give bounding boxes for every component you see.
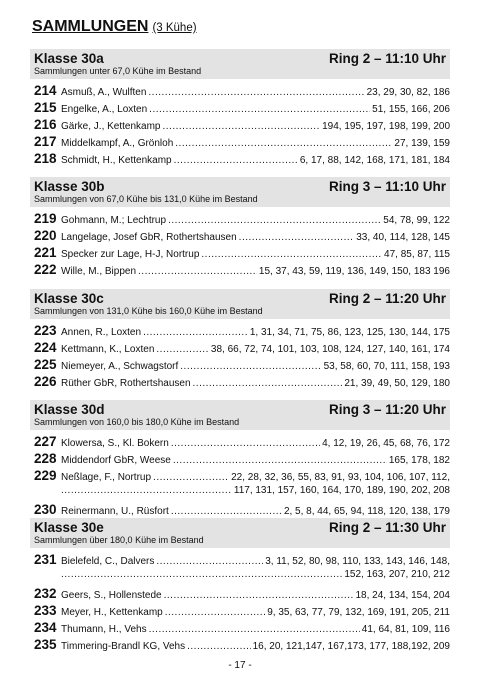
entry-row [34,603,450,620]
animal-numbers: 9, 35, 63, 77, 79, 132, 169, 191, 205, 211 [267,607,450,618]
animal-numbers: 3, 11, 52, 80, 98, 110, 133, 143, 146, 148, [265,556,450,567]
leader-dots [156,344,209,355]
entry-number: 214 [34,83,57,98]
entry-row [34,211,450,228]
leader-dots [171,438,320,449]
entry-list [30,552,450,654]
entry-row [34,552,450,569]
entry-row [34,374,450,391]
klasse-header [30,400,450,430]
klasse-header [30,518,450,548]
entry-number: 233 [34,603,57,618]
entry-list [30,83,450,168]
entry-number: 217 [34,134,57,149]
animal-numbers: 38, 66, 72, 74, 101, 103, 108, 124, 127, 140, 161, 174 [210,344,450,355]
entry-number: 220 [34,228,57,243]
ring-time: Ring 3 – 11:10 Uhr [328,179,446,194]
entry-continuation [34,569,450,586]
ring-time: Ring 2 – 11:30 Uhr [328,520,446,535]
leader-dots [165,607,266,618]
exhibitor-name: Asmuß, A., Wulften [61,87,147,98]
exhibitor-name: Middelkampf, A., Grönloh [61,138,174,149]
entry-list [30,211,450,279]
leader-dots [168,215,381,226]
page-subtitle: (3 Kühe) [152,22,197,34]
animal-numbers: 54, 78, 99, 122 [383,215,450,226]
exhibitor-name: Schmidt, H., Kettenkamp [61,155,172,166]
entry-number: 221 [34,245,57,260]
animal-numbers: 1, 31, 34, 71, 75, 86, 123, 125, 130, 144, 175 [249,327,450,338]
page-number: - 17 - [228,660,252,671]
exhibitor-name: Neßlage, F., Nortrup [61,472,152,483]
entry-number: 223 [34,323,57,338]
exhibitor-name: Meyer, H., Kettenkamp [61,607,163,618]
ring-time: Ring 2 – 11:10 Uhr [328,51,446,66]
animal-numbers: 53, 58, 60, 70, 111, 158, 193 [323,361,450,372]
animal-numbers-continued: 117, 131, 157, 160, 164, 170, 189, 190, 202, 208 [233,485,450,496]
animal-numbers: 23, 29, 30, 82, 186 [366,87,450,98]
leader-dots [171,506,282,517]
animal-numbers: 51, 155, 166, 206 [372,104,450,115]
entry-row [34,637,450,654]
page-title [32,18,197,36]
klasse-section [30,49,450,168]
klasse-header [30,289,450,319]
animal-numbers: 18, 24, 134, 154, 204 [355,590,450,601]
klasse-name: Klasse 30a [34,51,104,66]
entry-row [34,100,450,117]
leader-dots [173,455,387,466]
klasse-section [30,400,450,519]
ring-time: Ring 2 – 11:20 Uhr [328,291,446,306]
animal-numbers: 194, 195, 197, 198, 199, 200 [322,121,450,132]
entry-row [34,434,450,451]
klasse-section [30,518,450,654]
leader-dots [61,485,232,496]
exhibitor-name: Bielefeld, C., Dalvers [61,556,155,567]
entry-row [34,586,450,603]
klasse-description: Sammlungen von 160,0 bis 180,0 Kühe im Bestand [34,417,240,427]
entry-number: 226 [34,374,57,389]
entry-number: 218 [34,151,57,166]
entry-number: 222 [34,262,57,277]
leader-dots [156,556,263,567]
entry-row [34,134,450,151]
ring-time: Ring 3 – 11:20 Uhr [328,402,446,417]
exhibitor-name: Middendorf GbR, Weese [61,455,171,466]
klasse-section [30,177,450,279]
leader-dots [148,87,364,98]
exhibitor-name: Annen, R., Loxten [61,327,142,338]
leader-dots [61,569,342,580]
animal-numbers-continued: 152, 163, 207, 210, 212 [344,569,450,580]
leader-dots [149,104,370,115]
entry-row [34,340,450,357]
entry-row [34,83,450,100]
leader-dots [153,472,229,483]
klasse-name: Klasse 30e [34,520,104,535]
leader-dots [138,266,257,277]
exhibitor-name: Niemeyer, A., Schwagstorf [61,361,179,372]
animal-numbers: 41, 64, 81, 109, 116 [361,624,450,635]
entry-row [34,502,450,519]
entry-number: 216 [34,117,57,132]
leader-dots [163,121,321,132]
entry-row [34,228,450,245]
leader-dots [180,361,321,372]
animal-numbers: 47, 85, 87, 115 [384,249,450,260]
animal-numbers: 27, 139, 159 [394,138,450,149]
exhibitor-name: Kettmann, K., Loxten [61,344,155,355]
entry-number: 229 [34,468,57,483]
entry-number: 230 [34,502,57,517]
klasse-description: Sammlungen über 180,0 Kühe im Bestand [34,535,204,545]
animal-numbers: 4, 12, 19, 26, 45, 68, 76, 172 [322,438,450,449]
entry-number: 225 [34,357,57,372]
klasse-name: Klasse 30d [34,402,105,417]
leader-dots [187,641,250,652]
leader-dots [174,155,298,166]
entry-number: 224 [34,340,57,355]
animal-numbers: 16, 20, 121,147, 167,173, 177, 188,192, 209 [252,641,450,652]
exhibitor-name: Rüther GbR, Rothertshausen [61,378,191,389]
leader-dots [201,249,382,260]
entry-row [34,468,450,485]
animal-numbers: 2, 5, 8, 44, 65, 94, 118, 120, 138, 179 [283,506,450,517]
page-title-text: SAMMLUNGEN [32,18,149,35]
animal-numbers: 15, 37, 43, 59, 119, 136, 149, 150, 183 196 [258,266,450,277]
klasse-description: Sammlungen von 67,0 Kühe bis 131,0 Kühe im Bestand [34,194,258,204]
entry-list [30,323,450,391]
leader-dots [143,327,248,338]
entry-number: 219 [34,211,57,226]
klasse-name: Klasse 30b [34,179,105,194]
entry-number: 235 [34,637,57,652]
entry-row [34,357,450,374]
animal-numbers: 22, 28, 32, 36, 55, 83, 91, 93, 104, 106, 107, 112, [231,472,450,483]
exhibitor-name: Gohmann, M.; Lechtrup [61,215,167,226]
klasse-description: Sammlungen von 131,0 Kühe bis 160,0 Kühe im Bestand [34,306,263,316]
entry-number: 215 [34,100,57,115]
klasse-header [30,177,450,207]
exhibitor-name: Engelke, A., Loxten [61,104,148,115]
entry-row [34,451,450,468]
exhibitor-name: Wille, M., Bippen [61,266,137,277]
exhibitor-name: Specker zur Lage, H-J, Nortrup [61,249,200,260]
entry-row [34,245,450,262]
klasse-section [30,289,450,391]
leader-dots [175,138,392,149]
leader-dots [149,624,360,635]
entry-row [34,117,450,134]
entry-number: 228 [34,451,57,466]
animal-numbers: 6, 17, 88, 142, 168, 171, 181, 184 [299,155,450,166]
entry-number: 231 [34,552,57,567]
exhibitor-name: Reinermann, U., Rüsfort [61,506,169,517]
exhibitor-name: Timmering-Brandl KG, Vehs [61,641,186,652]
leader-dots [193,378,343,389]
klasse-name: Klasse 30c [34,291,104,306]
entry-number: 234 [34,620,57,635]
exhibitor-name: Gärke, J., Kettenkamp [61,121,161,132]
entry-row [34,323,450,340]
entry-number: 232 [34,586,57,601]
leader-dots [164,590,354,601]
animal-numbers: 21, 39, 49, 50, 129, 180 [344,378,450,389]
exhibitor-name: Geers, S., Hollenstede [61,590,162,601]
animal-numbers: 165, 178, 182 [388,455,450,466]
entry-continuation [34,485,450,502]
exhibitor-name: Thumann, H., Vehs [61,624,147,635]
klasse-description: Sammlungen unter 67,0 Kühe im Bestand [34,66,202,76]
entry-list [30,434,450,519]
klasse-header [30,49,450,79]
exhibitor-name: Klowersa, S., Kl. Bokern [61,438,169,449]
entry-row [34,151,450,168]
exhibitor-name: Langelage, Josef GbR, Rothertshausen [61,232,237,243]
entry-row [34,620,450,637]
animal-numbers: 33, 40, 114, 128, 145 [356,232,450,243]
entry-row [34,262,450,279]
leader-dots [239,232,355,243]
entry-number: 227 [34,434,57,449]
